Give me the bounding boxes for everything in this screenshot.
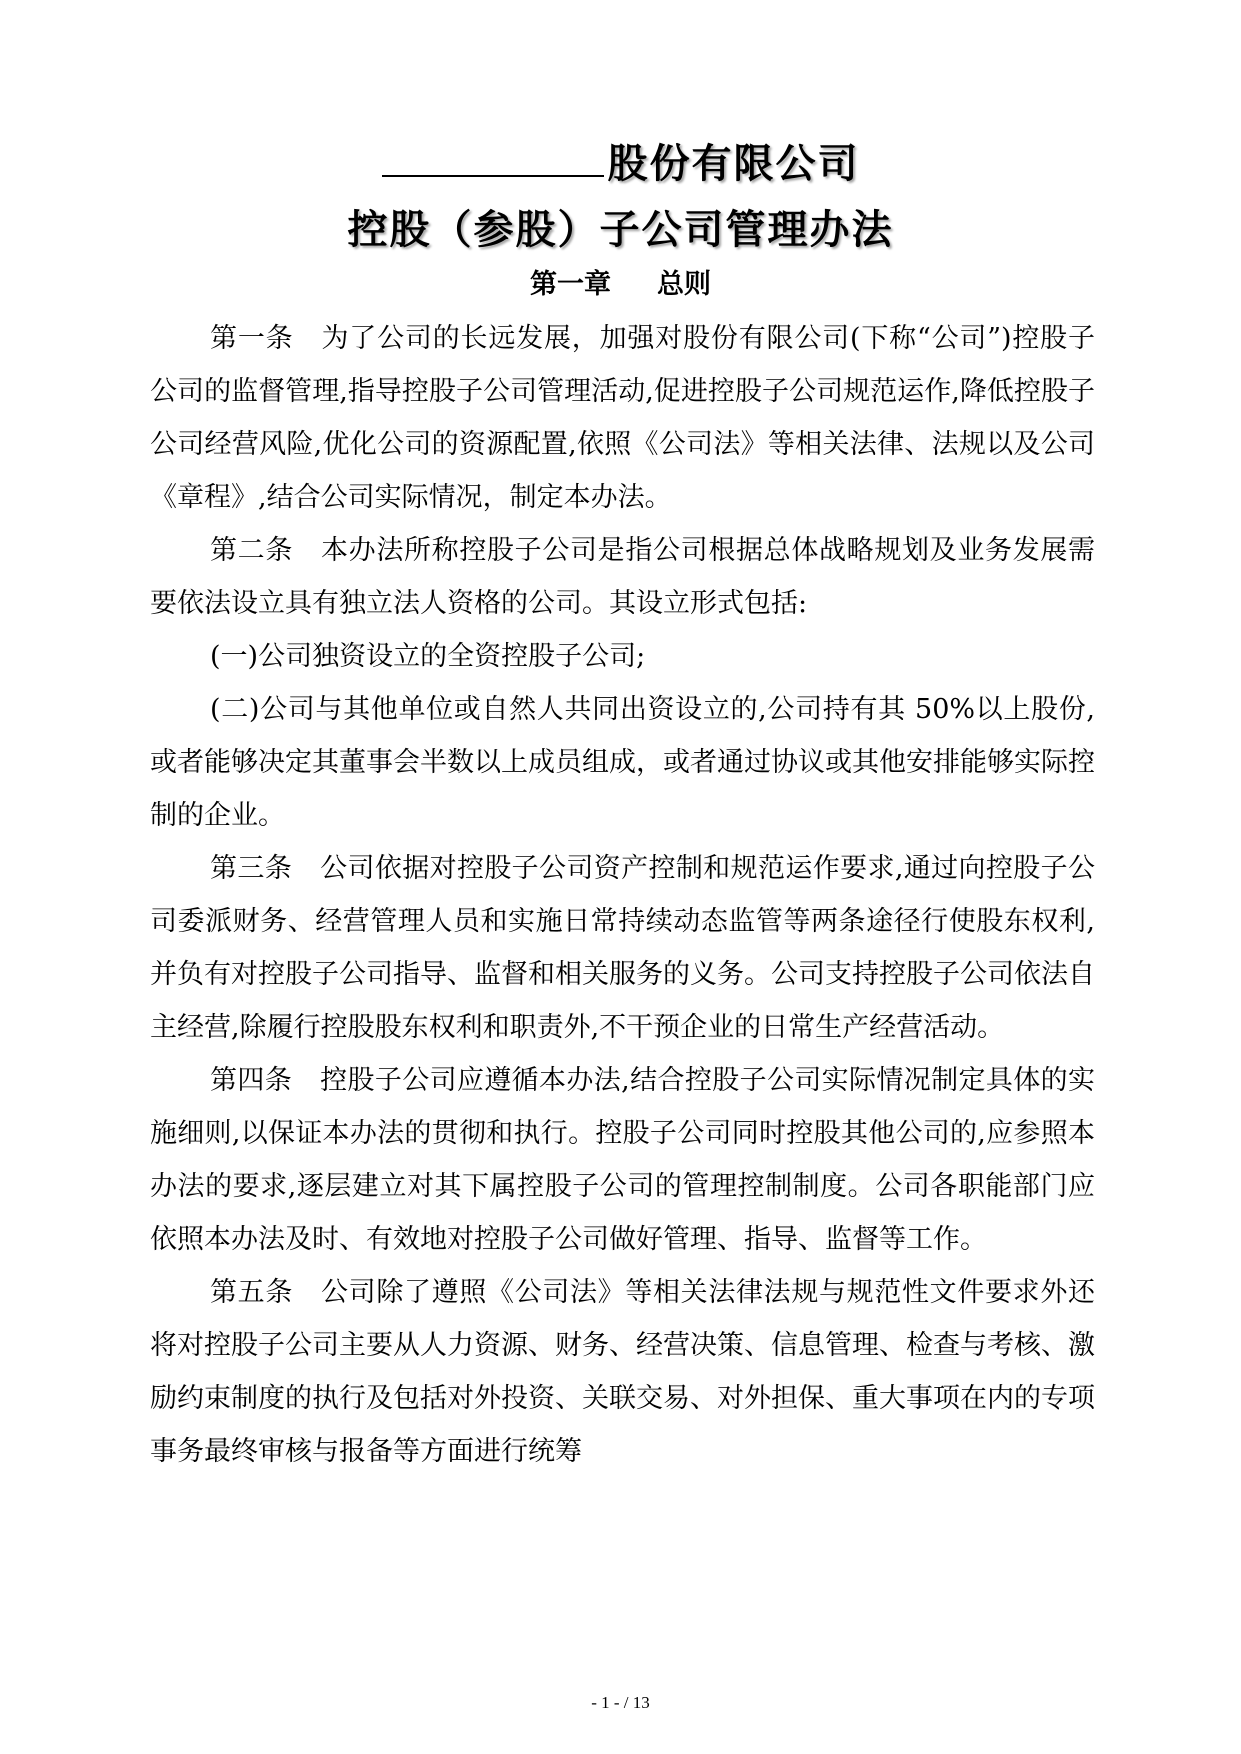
page-number: - 1 - / 13	[591, 1693, 650, 1712]
chapter-heading	[0, 262, 1241, 301]
chapter-number: 第一章	[530, 269, 611, 300]
document-title: 控股（参股）子公司管理办法	[347, 207, 894, 253]
article-text: 为了公司的长远发展，加强对股份有限公司(下称“公司”)控股子公司的监督管理,指导控股子公司管理活动,促进控股子公司规范运作,降低控股子公司经营风险,优化公司的资源配置,依照《公司法》等相关法律、法规以及公司《章程》,结合公司实际情况，制定本办法。	[150, 323, 1095, 513]
article-label: 第三条	[210, 853, 293, 884]
article-paragraph	[150, 1266, 1095, 1478]
article-text: 公司除了遵照《公司法》等相关法律法规与规范性文件要求外还将对控股子公司主要从人力资源、财务、经营决策、信息管理、检查与考核、激励约束制度的执行及包括对外投资、关联交易、对外担保、重大事项在内的专项事务最终审核与报备等方面进行统筹	[150, 1277, 1095, 1467]
article-text: 控股子公司应遵循本办法,结合控股子公司实际情况制定具体的实施细则,以保证本办法的贯彻和执行。控股子公司同时控股其他公司的,应参照本办法的要求,逐层建立对其下属控股子公司的管理控制制度。公司各职能部门应依照本办法及时、有效地对控股子公司做好管理、指导、监督等工作。	[150, 1065, 1095, 1255]
article-text: 本办法所称控股子公司是指公司根据总体战略规划及业务发展需要依法设立具有独立法人资格的公司。其设立形式包括:	[150, 535, 1095, 619]
article-paragraph	[150, 524, 1095, 630]
list-item-paragraph	[150, 683, 1095, 842]
chapter-name: 总则	[657, 269, 711, 300]
list-item-paragraph	[150, 630, 1095, 683]
article-label: 第五条	[210, 1277, 293, 1308]
article-text: 公司依据对控股子公司资产控制和规范运作要求,通过向控股子公司委派财务、经营管理人员和实施日常持续动态监管等两条途径行使股东权利,并负有对控股子公司指导、监督和相关服务的义务。公司支持控股子公司依法自主经营,除履行控股股东权利和职责外,不干预企业的日常生产经营活动。	[150, 853, 1095, 1043]
article-paragraph	[150, 312, 1095, 524]
list-item-text: (二)公司与其他单位或自然人共同出资设立的,公司持有其 50%以上股份,或者能够决定其董事会半数以上成员组成，或者通过协议或其他安排能够实际控制的企业。	[150, 694, 1095, 831]
list-item-text: (一)公司独资设立的全资控股子公司;	[210, 641, 646, 672]
article-label: 第四条	[210, 1065, 293, 1096]
document-body	[150, 312, 1095, 1478]
article-label: 第一条	[210, 323, 294, 354]
document-title-company	[0, 132, 1241, 189]
title-line1-text: 股份有限公司	[607, 141, 860, 187]
company-name-blank	[382, 141, 604, 177]
article-label: 第二条	[210, 535, 293, 566]
article-paragraph	[150, 1054, 1095, 1266]
article-paragraph	[150, 842, 1095, 1054]
